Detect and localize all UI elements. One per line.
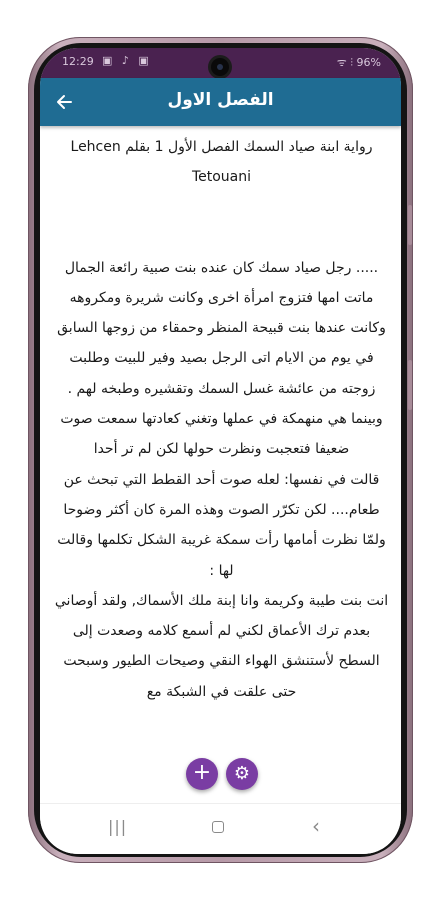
power-button — [408, 360, 412, 410]
chapter-heading: رواية ابنة صياد السمك الفصل الأول 1 بقلم Lehcen Tetouani — [70, 139, 373, 186]
volume-button — [408, 205, 412, 245]
status-time: 12:29 — [62, 55, 94, 68]
recent-apps-icon[interactable]: ||| — [108, 817, 128, 836]
gear-icon: ⚙ — [233, 763, 251, 784]
paragraph: قالت في نفسها: لعله صوت أحد القطط التي تبحث عن طعام.... لكن تكرّر الصوت وهذه المرة كان أكثر وضوحا ولمّا نظرت أمامها رأت سمكة غريبة الشكل تكلمها وقالت لها : — [57, 471, 386, 579]
screen — [40, 48, 401, 854]
battery-indicator: ᯤ ⫶ 96% — [336, 56, 381, 69]
paragraph: في يوم من الايام اتى الرجل بصيد وفير للبيت وطلبت زوجته من عائشة غسل السمك وتقشيره وطبخه لهم . — [67, 350, 376, 397]
back-nav-icon[interactable]: ‹ — [312, 814, 320, 838]
page-title: الفصل الاول — [167, 90, 274, 110]
camera-icon — [211, 58, 229, 76]
plus-icon: + — [192, 760, 212, 785]
notification-icons: ▣ ♪ ▣ — [102, 54, 152, 67]
settings-button[interactable] — [226, 758, 258, 790]
home-icon[interactable] — [212, 821, 224, 833]
paragraph: انت بنت طيبة وكريمة وانا إبنة ملك الأسماك, ولقد أوصاني بعدم ترك الأعماق لكني لم أسمع كلامه وصعدت إلى السطح لأستنشق الهواء النقي وصيحات الطيور وسبحت حتى علقت في الشبكة مع — [54, 592, 389, 700]
chapter-text — [54, 132, 389, 802]
navigation-bar — [40, 803, 401, 854]
app-bar — [40, 78, 401, 126]
paragraph: ..... رجل صياد سمك كان عنده بنت صبية رائعة الجمال ماتت امها فتزوج امرأة اخرى وكانت شريرة ومكروهه وكانت عندها بنت قبيحة المنظر وحمقاء من زوجها السابق — [57, 259, 386, 337]
add-button[interactable] — [186, 758, 218, 790]
paragraph: وبينما هي منهمكة في عملها وتغني كعادتها سمعت صوت ضعيفا فتعجبت ونظرت حولها لكن لم تر أحدا — [60, 411, 383, 458]
